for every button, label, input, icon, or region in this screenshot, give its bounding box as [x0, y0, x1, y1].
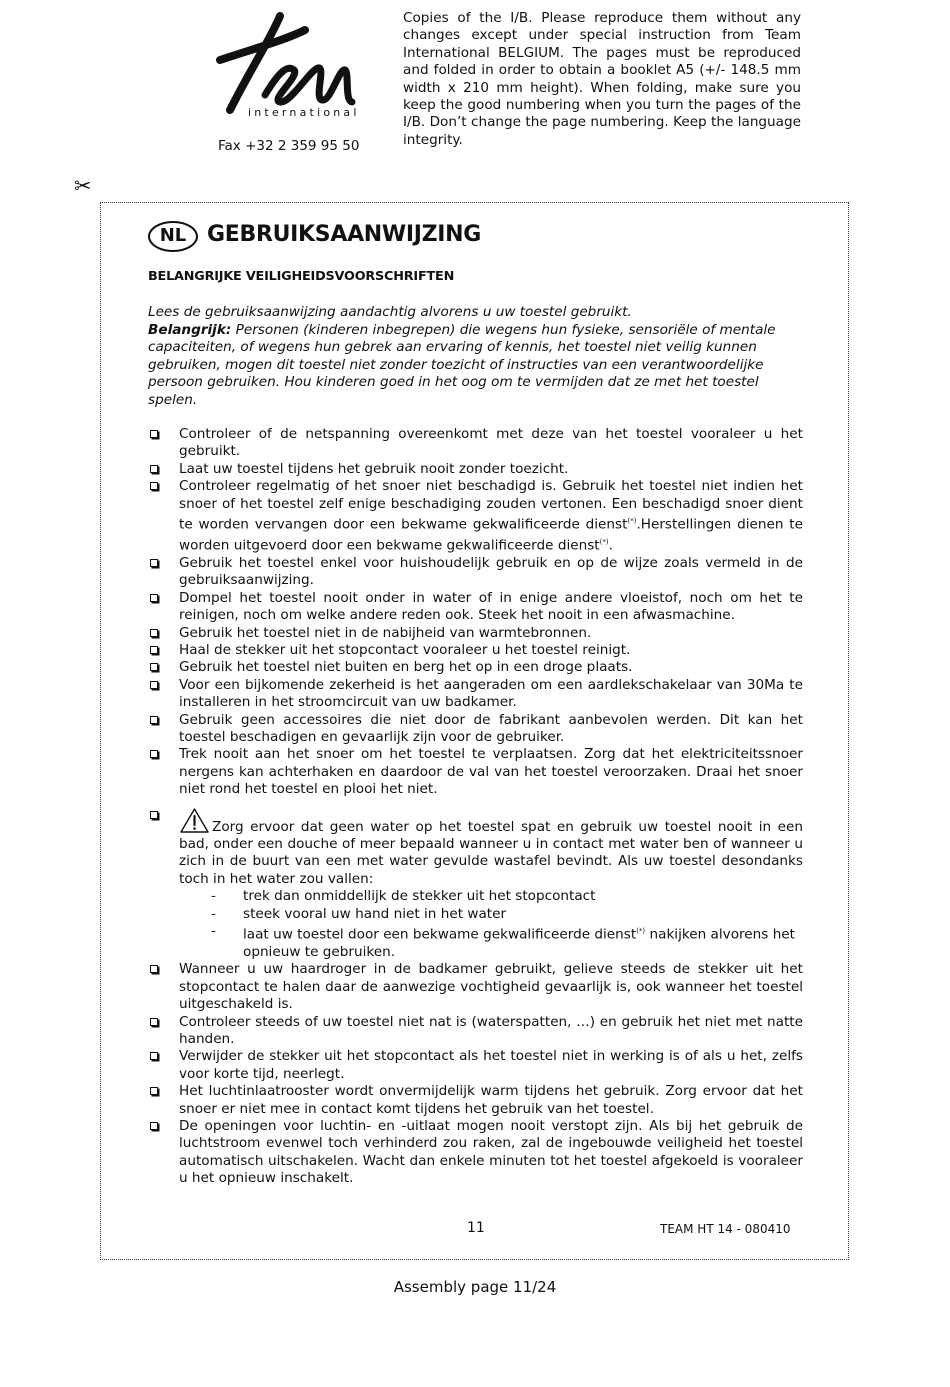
checkbox-bullet-icon	[150, 646, 158, 654]
footnote-marker: (*)	[627, 517, 637, 526]
dash-marker: -	[211, 888, 216, 905]
safety-list	[148, 426, 803, 1188]
item-text: Wanneer u uw haardroger in de badkamer gebruikt, gelieve steeds de stekker uit het stopcontact te halen daar de aanwezige vochtigheid gevaarlijk is, ook wanneer het toestel uitgeschakeld is.	[179, 961, 803, 1013]
document-reference: TEAM HT 14 - 080410	[660, 1222, 791, 1236]
item-text: Gebruik geen accessoires die niet door de fabrikant aanbevolen werden. Dit kan het toestel beschadigen en gevaarlijk zijn voor de gebruiker.	[179, 711, 803, 745]
list-item	[148, 961, 803, 1013]
intro-text	[148, 304, 788, 409]
svg-text:international: international	[248, 106, 360, 119]
checkbox-bullet-icon	[150, 750, 158, 758]
manual-title: GEBRUIKSAANWIJZING	[207, 222, 482, 247]
checkbox-bullet-icon	[150, 1122, 158, 1130]
list-item-warning	[148, 807, 803, 962]
footnote-marker: (*)	[636, 927, 646, 936]
intro-paragraph-2	[148, 322, 788, 410]
sub-list-item	[179, 906, 803, 923]
list-item	[148, 1014, 803, 1049]
list-item	[148, 478, 803, 555]
footnote-marker: (*)	[599, 537, 609, 546]
sub-list-item	[179, 888, 803, 905]
item-text: laat uw toestel door een bekwame gekwalificeerde dienst	[243, 926, 637, 943]
list-item	[148, 1118, 803, 1188]
item-text: Voor een bijkomende zekerheid is het aangeraden om een aardlekschakelaar van 30Ma te installeren in het stroomcircuit van uw badkamer.	[179, 676, 803, 711]
checkbox-bullet-icon	[150, 965, 158, 973]
safety-heading: BELANGRIJKE VEILIGHEIDSVOORSCHRIFTEN	[148, 269, 455, 284]
checkbox-bullet-icon	[150, 1052, 158, 1060]
intro-paragraph-1: Lees de gebruiksaanwijzing aandachtig alvorens u uw toestel gebruikt.	[148, 304, 632, 320]
checkbox-bullet-icon	[150, 482, 158, 490]
checkbox-bullet-icon	[150, 594, 158, 602]
list-item	[148, 677, 803, 712]
item-text: Dompel het toestel nooit onder in water of in enige andere vloeistof, noch om het te reinigen, noch om welke andere reden ook. Steek het nooit in een afwasmachine.	[179, 589, 803, 624]
checkbox-bullet-icon	[150, 1018, 158, 1026]
reproduction-instructions: Copies of the I/B. Please reproduce them without any changes except under special instruction from Team International BELGIUM. The pages must be reproduced and folded in order to obtain a booklet A5 (+/- 148.5 mm width x 210 mm height). When folding, make sure you keep the good numbering when you turn the pages of the I/B. Don’t change the page numbering. Keep the language integrity.	[403, 10, 801, 148]
checkbox-bullet-icon	[150, 465, 158, 473]
checkbox-bullet-icon	[150, 559, 158, 567]
list-item	[148, 712, 803, 747]
item-text: Zorg ervoor dat geen water op het toestel spat en gebruik uw toestel nooit in een bad, onder een douche of meer bepaald wanneer u in contact met water ben of wanneer u zich in de buurt van een met water gevulde wastafel bevindt. Als uw toestel desondanks toch in het water zou vallen:	[179, 818, 803, 887]
item-text: trek dan onmiddellijk de stekker uit het stopcontact	[243, 888, 596, 905]
warning-sublist	[179, 888, 803, 961]
dash-marker: -	[211, 905, 216, 922]
item-text: Verwijder de stekker uit het stopcontact als het toestel niet in werking is of als u het, zelfs voor korte tijd, neerlegt.	[179, 1048, 803, 1082]
list-item	[148, 1083, 803, 1118]
item-text: Gebruik het toestel niet in de nabijheid van warmtebronnen.	[179, 624, 592, 641]
item-text: Controleer steeds of uw toestel niet nat is (waterspatten, …) en gebruik het niet met natte handen.	[179, 1013, 803, 1047]
checkbox-bullet-icon	[150, 716, 158, 724]
item-text: Het luchtinlaatrooster wordt onvermijdelijk warm tijdens het gebruik. Zorg ervoor dat het snoer er niet mee in contact komt tijdens het gebruik van het toestel.	[179, 1083, 803, 1117]
important-text: Personen (kinderen inbegrepen) die wegens hun fysieke, sensoriële of mentale capaciteiten, of wegens hun gebrek aan ervaring of kennis, het toestel niet veilig kunnen gebruiken, mogen dit toestel niet zonder toezicht of instructies van een verantwoordelijke persoon gebruiken. Hou kinderen goed in het oog om te vermijden dat ze met het toestel spelen.	[148, 321, 776, 408]
scissors-icon: ✂	[74, 174, 92, 198]
list-item	[148, 590, 803, 625]
item-text: Laat uw toestel tijdens het gebruik nooit zonder toezicht.	[179, 460, 569, 477]
item-text: Haal de stekker uit het stopcontact vooraleer u het toestel reinigt.	[179, 641, 631, 658]
checkbox-bullet-icon	[150, 430, 158, 438]
item-text: Controleer of de netspanning overeenkomt met deze van het toestel vooraleer u het gebruikt.	[179, 426, 803, 460]
list-item	[148, 461, 803, 478]
checkbox-bullet-icon	[150, 1087, 158, 1095]
list-item	[148, 746, 803, 798]
checkbox-bullet-icon	[150, 811, 158, 819]
list-item	[148, 426, 803, 461]
warning-triangle-icon	[179, 807, 210, 834]
item-text: De openingen voor luchtin- en -uitlaat mogen nooit verstopt zijn. Als bij het gebruik de luchtstroom evenwel toch verhinderd zou raken, zal de ingebouwde veiligheid het toestel automatisch uitschakelen. Wacht dan enkele minuten tot het toestel afgekoeld is vooraleer u het opnieuw inschakelt.	[179, 1118, 803, 1187]
language-badge: NL	[148, 221, 198, 252]
item-text: .	[608, 537, 613, 554]
item-text: Gebruik het toestel niet buiten en berg het op in een droge plaats.	[179, 659, 633, 676]
list-item	[148, 642, 803, 659]
checkbox-bullet-icon	[150, 629, 158, 637]
list-item	[148, 659, 803, 676]
important-label: Belangrijk:	[148, 321, 232, 338]
dash-marker: -	[211, 923, 216, 940]
item-text: Gebruik het toestel enkel voor huishoudelijk gebruik en op de wijze zoals vermeld in de gebruiksaanwijzing.	[179, 554, 803, 589]
fax-number: Fax +32 2 359 95 50	[218, 138, 360, 154]
sub-list-item	[179, 923, 803, 961]
item-text: nakijken alvorens het opnieuw te gebruiken.	[243, 926, 796, 960]
team-international-logo	[210, 10, 360, 130]
list-item	[148, 555, 803, 590]
item-text: Trek nooit aan het snoer om het toestel te verplaatsen. Zorg dat het elektriciteitssnoer nergens kan achterhaken en daardoor de val van het toestel veroorzaken. Draai het snoer niet rond het toestel en plooi het niet.	[179, 746, 803, 798]
assembly-page-label: Assembly page 11/24	[393, 1278, 557, 1296]
list-item	[148, 1048, 803, 1083]
item-text: .Herstellingen dienen te worden uitgevoerd door een bekwame gekwalificeerde dienst	[179, 516, 804, 554]
checkbox-bullet-icon	[150, 681, 158, 689]
page-number: 11	[467, 1220, 485, 1236]
item-text: Controleer regelmatig of het snoer niet beschadigd is. Gebruik het toestel niet indien het snoer of het toestel zelf enige beschadiging zouden vertonen. Een beschadigd snoer dient te worden vervangen door een bekwame gekwalificeerde dienst	[179, 478, 803, 533]
item-text: steek vooral uw hand niet in het water	[243, 905, 507, 922]
checkbox-bullet-icon	[150, 663, 158, 671]
list-item	[148, 625, 803, 642]
